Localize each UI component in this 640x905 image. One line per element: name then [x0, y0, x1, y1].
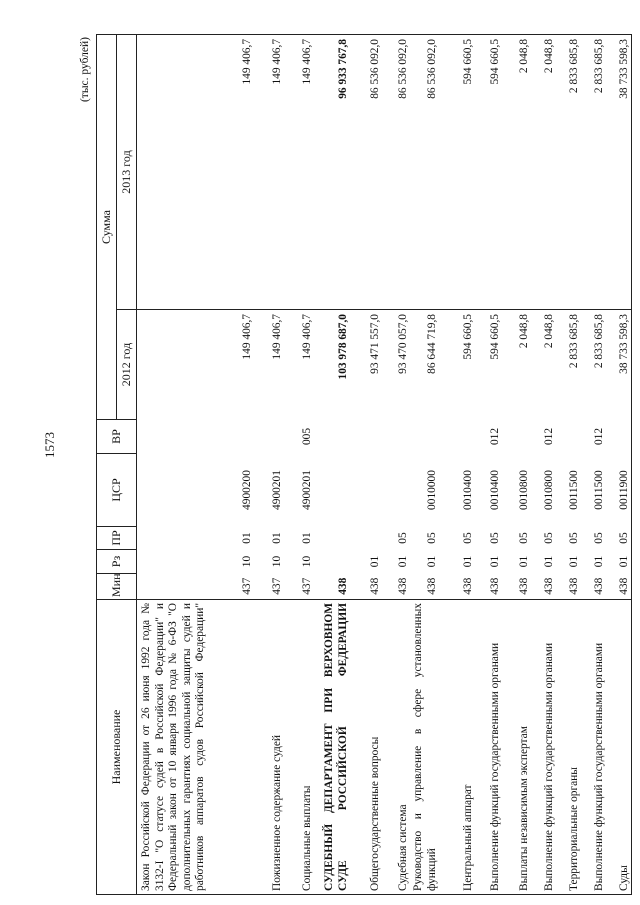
- row-rz: 10: [240, 555, 253, 568]
- row-rz: 01: [517, 555, 530, 568]
- row-name: Центральный аппарат: [439, 600, 475, 895]
- row-min: 438: [606, 574, 632, 600]
- rotated-page-content: [79, 35, 630, 895]
- row-csr: 0011500: [592, 470, 605, 510]
- table-row: [581, 34, 606, 894]
- row-2013: 2 048,8: [502, 34, 531, 309]
- row-vr: 012: [542, 427, 555, 446]
- header-name: Наименование: [97, 600, 137, 895]
- row-rz: 01: [606, 550, 632, 574]
- row-2013: 86 536 092,0: [382, 34, 410, 309]
- header-2012: 2012 год: [117, 310, 137, 420]
- table-row: [502, 34, 531, 894]
- row-2012: 2 048,8: [502, 310, 531, 420]
- table-row: [382, 34, 410, 894]
- row-rz: 10: [300, 555, 313, 568]
- row-pr: 01: [300, 532, 313, 544]
- header-pr: ПР: [97, 527, 137, 550]
- row-vr: [556, 420, 581, 454]
- row-2013: 149 406,7: [137, 34, 255, 309]
- row-name: Закон Российской Федерации от 26 июня 1992 года № 3132-I "О статусе судей в Российской Федерации" и Федеральный закон от 10 января 1996 года № 6-ФЗ "О дополнительных гарантиях социальной защиты судей и работников аппаратов судов Российской Федерации": [137, 600, 255, 895]
- row-csr: [314, 454, 350, 527]
- row-pr: 01: [240, 532, 253, 544]
- row-rz: 01: [488, 555, 501, 568]
- row-rz: 01: [461, 555, 474, 568]
- row-vr: [606, 420, 632, 454]
- row-2013: 38 733 598,3: [606, 34, 632, 309]
- row-2012: 38 733 598,3: [606, 310, 632, 420]
- row-2012: 149 406,7: [254, 310, 284, 420]
- row-name: Суды: [606, 600, 632, 895]
- row-2012: 149 406,7: [137, 310, 255, 420]
- row-name: Пожизненное содержание судей: [254, 600, 284, 895]
- row-min: 438: [336, 577, 349, 595]
- row-min: 438: [517, 577, 530, 595]
- row-csr: 4900201: [300, 470, 313, 510]
- row-pr: 05: [425, 532, 438, 544]
- row-pr: 05: [567, 532, 580, 544]
- row-pr: 05: [592, 532, 605, 544]
- row-pr: 05: [517, 532, 530, 544]
- table-row: [410, 34, 439, 894]
- row-pr: [350, 527, 382, 550]
- row-2012: 103 978 687,0: [314, 310, 350, 420]
- row-rz: 01: [592, 555, 605, 568]
- row-min: 438: [368, 577, 381, 595]
- row-name: Выполнение функций государственными органами: [531, 600, 556, 895]
- row-vr: [350, 420, 382, 454]
- row-2013: 594 660,5: [439, 34, 475, 309]
- row-min: 438: [592, 577, 605, 595]
- row-vr: [382, 420, 410, 454]
- row-name: Выплаты независимым экспертам: [502, 600, 531, 895]
- row-2012: 594 660,5: [475, 310, 502, 420]
- row-min: 438: [461, 577, 474, 595]
- units-note: (тыс. рублей): [79, 37, 91, 103]
- row-rz: 01: [368, 555, 381, 568]
- row-min: 438: [488, 577, 501, 595]
- row-csr: 0011500: [567, 470, 580, 510]
- row-pr: 05: [606, 527, 632, 550]
- row-min: 438: [542, 577, 555, 595]
- row-csr: 0011900: [606, 454, 632, 527]
- row-2013: 2 833 685,8: [556, 34, 581, 309]
- row-min: 438: [567, 577, 580, 595]
- row-csr: 0010400: [488, 470, 501, 510]
- row-min: 438: [396, 577, 409, 595]
- row-2013: 149 406,7: [254, 34, 284, 309]
- row-csr: 0010400: [461, 470, 474, 510]
- row-2013: 594 660,5: [475, 34, 502, 309]
- row-min: 438: [425, 577, 438, 595]
- page-number: 1573: [42, 432, 57, 458]
- row-vr: [314, 420, 350, 454]
- row-rz: 10: [270, 555, 283, 568]
- table-row: [556, 34, 581, 894]
- table-row: [475, 34, 502, 894]
- header-rz: Рз: [97, 550, 137, 574]
- row-csr: 0010000: [425, 470, 438, 510]
- row-name: Социальные выплаты: [284, 600, 314, 895]
- row-pr: 05: [461, 532, 474, 544]
- row-2012: 93 470 057,0: [382, 310, 410, 420]
- table-row: [350, 34, 382, 894]
- row-name: Выполнение функций государственными органами: [475, 600, 502, 895]
- row-2012: 149 406,7: [284, 310, 314, 420]
- header-2013: 2013 год: [117, 34, 137, 309]
- row-csr: 0010800: [517, 470, 530, 510]
- row-pr: 01: [270, 532, 283, 544]
- row-name: Руководство и управление в сфере установленных функций: [410, 600, 439, 895]
- row-name: Общегосударственные вопросы: [350, 600, 382, 895]
- row-2013: 86 536 092,0: [350, 34, 382, 309]
- row-vr: 005: [300, 427, 313, 446]
- row-2013: 2 833 685,8: [581, 34, 606, 309]
- row-vr: 012: [488, 427, 501, 446]
- row-pr: 05: [488, 532, 501, 544]
- row-2013: 86 536 092,0: [410, 34, 439, 309]
- row-vr: 012: [592, 427, 605, 446]
- row-rz: 01: [567, 555, 580, 568]
- table-row: [284, 34, 314, 894]
- row-rz: 01: [425, 555, 438, 568]
- row-vr: [254, 420, 284, 454]
- table-row: [137, 34, 255, 894]
- row-vr: [137, 420, 255, 454]
- budget-table: [96, 34, 632, 895]
- row-2012: 2 048,8: [531, 310, 556, 420]
- row-min: 437: [300, 577, 313, 595]
- row-2013: 96 933 767,8: [314, 34, 350, 309]
- row-2012: 594 660,5: [439, 310, 475, 420]
- row-2012: 2 833 685,8: [581, 310, 606, 420]
- row-vr: [410, 420, 439, 454]
- header-vr: ВР: [97, 420, 137, 454]
- row-min: 437: [240, 577, 253, 595]
- row-csr: 4900200: [240, 470, 253, 510]
- row-name: Выполнение функций государственными органами: [581, 600, 606, 895]
- header-sum: Сумма: [97, 34, 117, 419]
- row-csr: 4900201: [270, 470, 283, 510]
- row-rz: 01: [542, 555, 555, 568]
- header-min: Мин: [97, 574, 137, 600]
- table-row: [531, 34, 556, 894]
- table-row: [254, 34, 284, 894]
- row-pr: 05: [396, 532, 409, 544]
- row-rz: 01: [396, 555, 409, 568]
- row-2012: 86 644 719,8: [410, 310, 439, 420]
- row-name: Судебная система: [382, 600, 410, 895]
- row-vr: [439, 420, 475, 454]
- row-name: СУДЕБНЫЙ ДЕПАРТАМЕНТ ПРИ ВЕРХОВНОМ СУДЕ РОССИЙСКОЙ ФЕДЕРАЦИИ: [314, 600, 350, 895]
- row-name: Территориальные органы: [556, 600, 581, 895]
- row-csr: [382, 454, 410, 527]
- row-2012: 93 471 557,0: [350, 310, 382, 420]
- row-pr: 05: [542, 532, 555, 544]
- row-2013: 149 406,7: [284, 34, 314, 309]
- row-csr: [350, 454, 382, 527]
- row-2012: 2 833 685,8: [556, 310, 581, 420]
- table-row: [439, 34, 475, 894]
- row-csr: 0010800: [542, 470, 555, 510]
- table-row: [606, 34, 632, 894]
- row-pr: [314, 527, 350, 550]
- row-vr: [502, 420, 531, 454]
- header-csr: ЦСР: [97, 454, 137, 527]
- row-2013: 2 048,8: [531, 34, 556, 309]
- row-rz: [314, 550, 350, 574]
- row-min: 437: [270, 577, 283, 595]
- table-row: [314, 34, 350, 894]
